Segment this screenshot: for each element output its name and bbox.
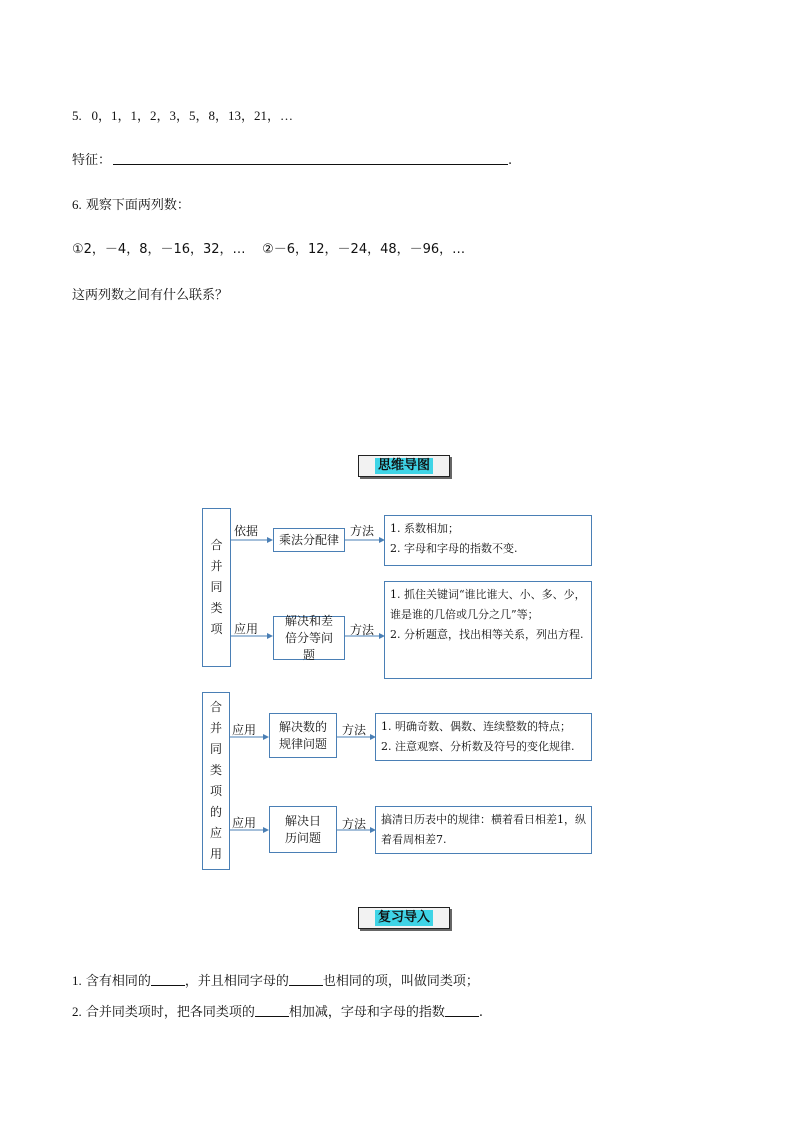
feature-label: 特征： bbox=[72, 153, 112, 168]
q5-number: 5. bbox=[72, 108, 82, 123]
review-q1-text: 含有相同的 bbox=[85, 974, 151, 989]
q5-sequence: 0，1，1，2，3，5，8，13，21，… bbox=[91, 108, 294, 123]
g2-b1-method: 方法 bbox=[342, 723, 367, 737]
feature-end: . bbox=[508, 153, 513, 168]
review-q1-blank-2[interactable] bbox=[289, 973, 323, 986]
g1-b2-detail bbox=[384, 581, 592, 679]
g2-b1-detail bbox=[375, 713, 592, 761]
g2-b1-item: 2. 注意观察、分析数及符号的变化规律. bbox=[381, 740, 575, 753]
g1-root-char: 合 bbox=[210, 538, 223, 552]
q6-prompt: 观察下面两列数： bbox=[85, 198, 190, 213]
g1-root-char: 同 bbox=[210, 580, 223, 594]
g1-b2-label: 应用 bbox=[234, 622, 259, 636]
g2-b2-label: 应用 bbox=[232, 816, 257, 830]
g2-root-char: 用 bbox=[209, 847, 222, 861]
g2-root-char: 应 bbox=[209, 826, 222, 840]
g1-root-char: 并 bbox=[210, 559, 223, 573]
review-q2-number: 2. bbox=[72, 1004, 82, 1019]
g1-root-box bbox=[202, 508, 231, 667]
g1-b2-method: 方法 bbox=[350, 623, 375, 637]
g1-b2-node: 解决和差倍分等问题 bbox=[273, 616, 345, 660]
review-q2-text: 合并同类项时，把各同类项的 bbox=[85, 1005, 255, 1020]
review-q1 bbox=[72, 970, 479, 989]
mind-map-title: 思维导图 bbox=[375, 458, 433, 474]
review-title: 复习导入 bbox=[375, 910, 433, 926]
g2-b2-node: 解决日历问题 bbox=[269, 806, 337, 853]
review-q2-blank-2[interactable] bbox=[445, 1004, 479, 1017]
g1-b1-item: 1. 系数相加； bbox=[390, 522, 459, 535]
g2-root-char: 合 bbox=[209, 700, 222, 714]
review-q1-number: 1. bbox=[72, 973, 82, 988]
review-q1-blank-1[interactable] bbox=[151, 973, 185, 986]
g2-root-char: 项 bbox=[209, 784, 222, 798]
g1-root-char: 类 bbox=[210, 601, 223, 615]
g1-b1-detail bbox=[384, 515, 592, 566]
review-q1-text: 也相同的项，叫做同类项； bbox=[322, 974, 479, 989]
g2-b2-method: 方法 bbox=[342, 817, 367, 831]
g1-b1-item: 2. 字母和字母的指数不变. bbox=[390, 542, 518, 555]
q6-number: 6. bbox=[72, 197, 82, 212]
review-q2-text: 相加减，字母和字母的指数 bbox=[288, 1005, 445, 1020]
g1-b1-node: 乘法分配律 bbox=[273, 528, 345, 552]
g2-root-char: 的 bbox=[209, 805, 222, 819]
review-q1-text: ，并且相同字母的 bbox=[184, 974, 289, 989]
g2-root-char: 类 bbox=[209, 763, 222, 777]
g1-b2-item: 1. 抓住关键词“谁比谁大、小、多、少，谁是谁的几倍或几分之几”等； bbox=[390, 588, 586, 621]
g2-b2-detail bbox=[375, 806, 592, 854]
g1-b1-label: 依据 bbox=[234, 524, 259, 538]
review-title-box bbox=[358, 907, 450, 929]
g2-root-char: 并 bbox=[209, 721, 222, 735]
g2-b1-node: 解决数的规律问题 bbox=[269, 713, 337, 758]
g2-root-box bbox=[202, 692, 230, 870]
q6-question: 这两列数之间有什么联系？ bbox=[72, 288, 229, 303]
g2-b1-label: 应用 bbox=[232, 723, 257, 737]
review-q2-blank-1[interactable] bbox=[255, 1004, 289, 1017]
g2-b2-item: 搞清日历表中的规律：横着看日相差1，纵着看周相差7. bbox=[381, 813, 586, 846]
review-q2 bbox=[72, 1001, 483, 1020]
g1-b1-method: 方法 bbox=[350, 524, 375, 538]
q6-seq1: ①2，－4，8，－16，32，… bbox=[72, 242, 246, 257]
review-q2-text: . bbox=[478, 1005, 484, 1020]
g2-root-char: 同 bbox=[209, 742, 222, 756]
g2-b1-item: 1. 明确奇数、偶数、连续整数的特点； bbox=[381, 720, 571, 733]
q6-seq2: ②－6，12，－24，48，－96，… bbox=[262, 242, 466, 257]
g1-root-char: 项 bbox=[210, 622, 223, 636]
g1-b2-item: 2. 分析题意，找出相等关系，列出方程. bbox=[390, 628, 584, 641]
